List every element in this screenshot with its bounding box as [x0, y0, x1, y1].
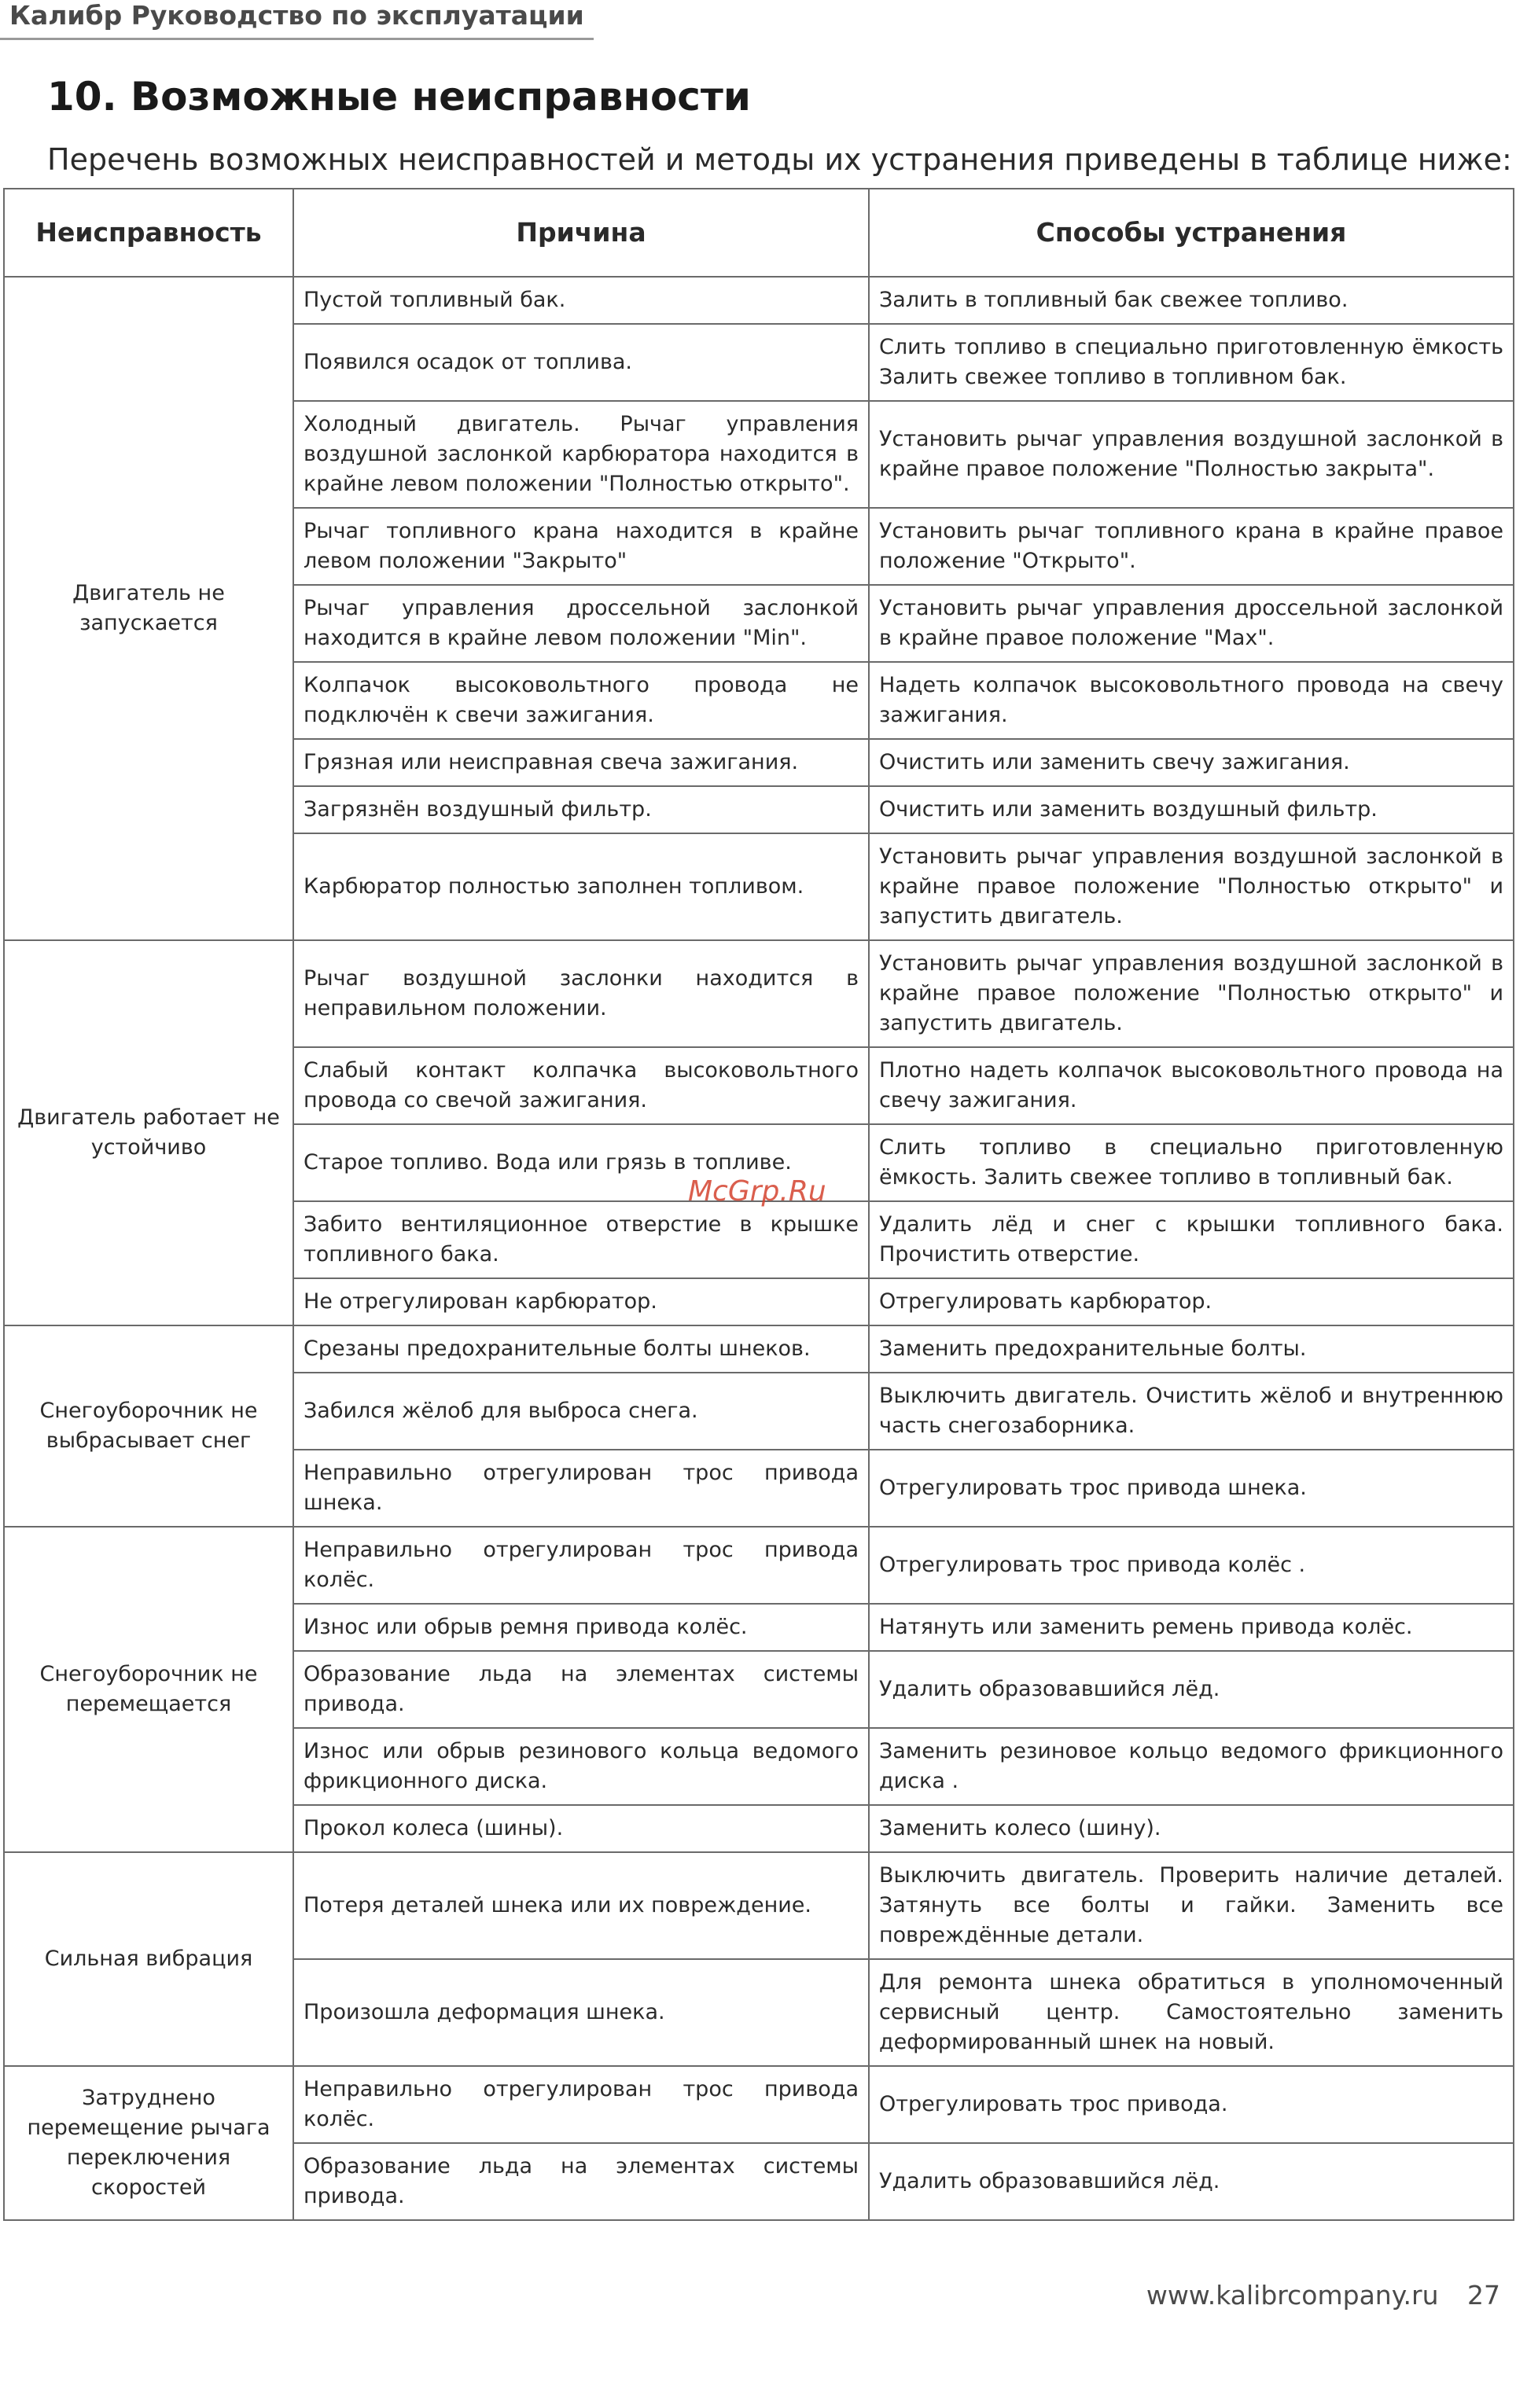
column-header-fault: Неисправность	[4, 189, 293, 277]
cause-cell: Износ или обрыв ремня привода колёс.	[293, 1604, 869, 1651]
faults-table-body	[4, 277, 1514, 2220]
page-number: 27	[1467, 2280, 1500, 2311]
cause-cell: Слабый контакт колпачка высоковольтного провода со свечой зажигания.	[293, 1047, 869, 1124]
cause-cell: Забился жёлоб для выброса снега.	[293, 1373, 869, 1450]
fix-cell: Натянуть или заменить ремень привода колёс.	[869, 1604, 1514, 1651]
fix-cell: Удалить образовавшийся лёд.	[869, 2143, 1514, 2220]
fix-cell: Заменить предохранительные болты.	[869, 1325, 1514, 1373]
fix-cell: Плотно надеть колпачок высоковольтного провода на свечу зажигания.	[869, 1047, 1514, 1124]
fix-cell: Установить рычаг управления дроссельной заслонкой в крайне правое положение "Max".	[869, 585, 1514, 662]
fix-cell: Отрегулировать трос привода колёс .	[869, 1527, 1514, 1604]
section-title: 10. Возможные неисправности	[47, 74, 751, 119]
cause-cell: Не отрегулирован карбюратор.	[293, 1278, 869, 1325]
cause-cell: Прокол колеса (шины).	[293, 1805, 869, 1852]
cause-cell: Срезаны предохранительные болты шнеков.	[293, 1325, 869, 1373]
table-row	[4, 2066, 1514, 2143]
cause-cell: Холодный двигатель. Рычаг управления воздушной заслонкой карбюратора находится в крайне левом положении "Полностью открыто".	[293, 401, 869, 508]
table-row	[4, 940, 1514, 1047]
footer-url: www.kalibrcompany.ru	[1146, 2280, 1439, 2311]
cause-cell: Рычаг топливного крана находится в крайне левом положении "Закрыто"	[293, 508, 869, 585]
table-row	[4, 1852, 1514, 1959]
cause-cell: Колпачок высоковольтного провода не подключён к свечи зажигания.	[293, 662, 869, 739]
cause-cell: Неправильно отрегулирован трос привода колёс.	[293, 2066, 869, 2143]
fix-cell: Выключить двигатель. Проверить наличие деталей. Затянуть все болты и гайки. Заменить все повреждённые детали.	[869, 1852, 1514, 1959]
fault-cell: Снегоуборочник не выбрасывает снег	[4, 1325, 293, 1527]
cause-cell: Забито вентиляционное отверстие в крышке топливного бака.	[293, 1201, 869, 1278]
cause-cell: Образование льда на элементах системы привода.	[293, 1651, 869, 1728]
cause-cell: Грязная или неисправная свеча зажигания.	[293, 739, 869, 786]
fix-cell: Установить рычаг управления воздушной заслонкой в крайне правое положение "Полностью закрыта".	[869, 401, 1514, 508]
section-intro: Перечень возможных неисправностей и методы их устранения приведены в таблице ниже:	[47, 142, 1512, 177]
cause-cell: Износ или обрыв резинового кольца ведомого фрикционного диска.	[293, 1728, 869, 1805]
fix-cell: Надеть колпачок высоковольтного провода на свечу зажигания.	[869, 662, 1514, 739]
fault-cell: Сильная вибрация	[4, 1852, 293, 2066]
fix-cell: Выключить двигатель. Очистить жёлоб и внутреннюю часть снегозаборника.	[869, 1373, 1514, 1450]
table-row	[4, 1325, 1514, 1373]
cause-cell: Потеря деталей шнека или их повреждение.	[293, 1852, 869, 1959]
running-header: Калибр Руководство по эксплуатации	[0, 0, 594, 40]
cause-cell: Пустой топливный бак.	[293, 277, 869, 324]
cause-cell: Рычаг управления дроссельной заслонкой находится в крайне левом положении "Min".	[293, 585, 869, 662]
table-header-row	[4, 189, 1514, 277]
fix-cell: Заменить колесо (шину).	[869, 1805, 1514, 1852]
cause-cell: Старое топливо. Вода или грязь в топливе.	[293, 1124, 869, 1201]
fix-cell: Удалить образовавшийся лёд.	[869, 1651, 1514, 1728]
fix-cell: Установить рычаг управления воздушной заслонкой в крайне правое положение "Полностью открыто" и запустить двигатель.	[869, 833, 1514, 940]
fix-cell: Отрегулировать карбюратор.	[869, 1278, 1514, 1325]
fix-cell: Слить топливо в специально приготовленную ёмкость. Залить свежее топливо в топливный бак.	[869, 1124, 1514, 1201]
fault-cell: Двигатель не запускается	[4, 277, 293, 940]
watermark: McGrp.Ru	[688, 1175, 826, 1208]
fault-cell: Снегоуборочник не перемещается	[4, 1527, 293, 1852]
cause-cell: Неправильно отрегулирован трос привода шнека.	[293, 1450, 869, 1527]
fault-cell: Затруднено перемещение рычага переключения скоростей	[4, 2066, 293, 2220]
cause-cell: Карбюратор полностью заполнен топливом.	[293, 833, 869, 940]
fix-cell: Отрегулировать трос привода.	[869, 2066, 1514, 2143]
fix-cell: Очистить или заменить свечу зажигания.	[869, 739, 1514, 786]
table-row	[4, 277, 1514, 324]
fix-cell: Слить топливо в специально приготовленную ёмкость Залить свежее топливо в топливном бак.	[869, 324, 1514, 401]
cause-cell: Образование льда на элементах системы привода.	[293, 2143, 869, 2220]
fix-cell: Отрегулировать трос привода шнека.	[869, 1450, 1514, 1527]
cause-cell: Появился осадок от топлива.	[293, 324, 869, 401]
cause-cell: Рычаг воздушной заслонки находится в неправильном положении.	[293, 940, 869, 1047]
cause-cell: Загрязнён воздушный фильтр.	[293, 786, 869, 833]
fix-cell: Очистить или заменить воздушный фильтр.	[869, 786, 1514, 833]
column-header-cause: Причина	[293, 189, 869, 277]
fix-cell: Удалить лёд и снег с крышки топливного бака. Прочистить отверстие.	[869, 1201, 1514, 1278]
fault-cell: Двигатель работает не устойчиво	[4, 940, 293, 1325]
fix-cell: Установить рычаг управления воздушной заслонкой в крайне правое положение "Полностью открыто" и запустить двигатель.	[869, 940, 1514, 1047]
page-footer	[1146, 2280, 1500, 2311]
cause-cell: Неправильно отрегулирован трос привода колёс.	[293, 1527, 869, 1604]
fix-cell: Заменить резиновое кольцо ведомого фрикционного диска .	[869, 1728, 1514, 1805]
table-row	[4, 1527, 1514, 1604]
fix-cell: Для ремонта шнека обратиться в уполномоченный сервисный центр. Самостоятельно заменить деформированный шнек на новый.	[869, 1959, 1514, 2066]
fix-cell: Залить в топливный бак свежее топливо.	[869, 277, 1514, 324]
cause-cell: Произошла деформация шнека.	[293, 1959, 869, 2066]
fix-cell: Установить рычаг топливного крана в крайне правое положение "Открыто".	[869, 508, 1514, 585]
column-header-fix: Способы устранения	[869, 189, 1514, 277]
